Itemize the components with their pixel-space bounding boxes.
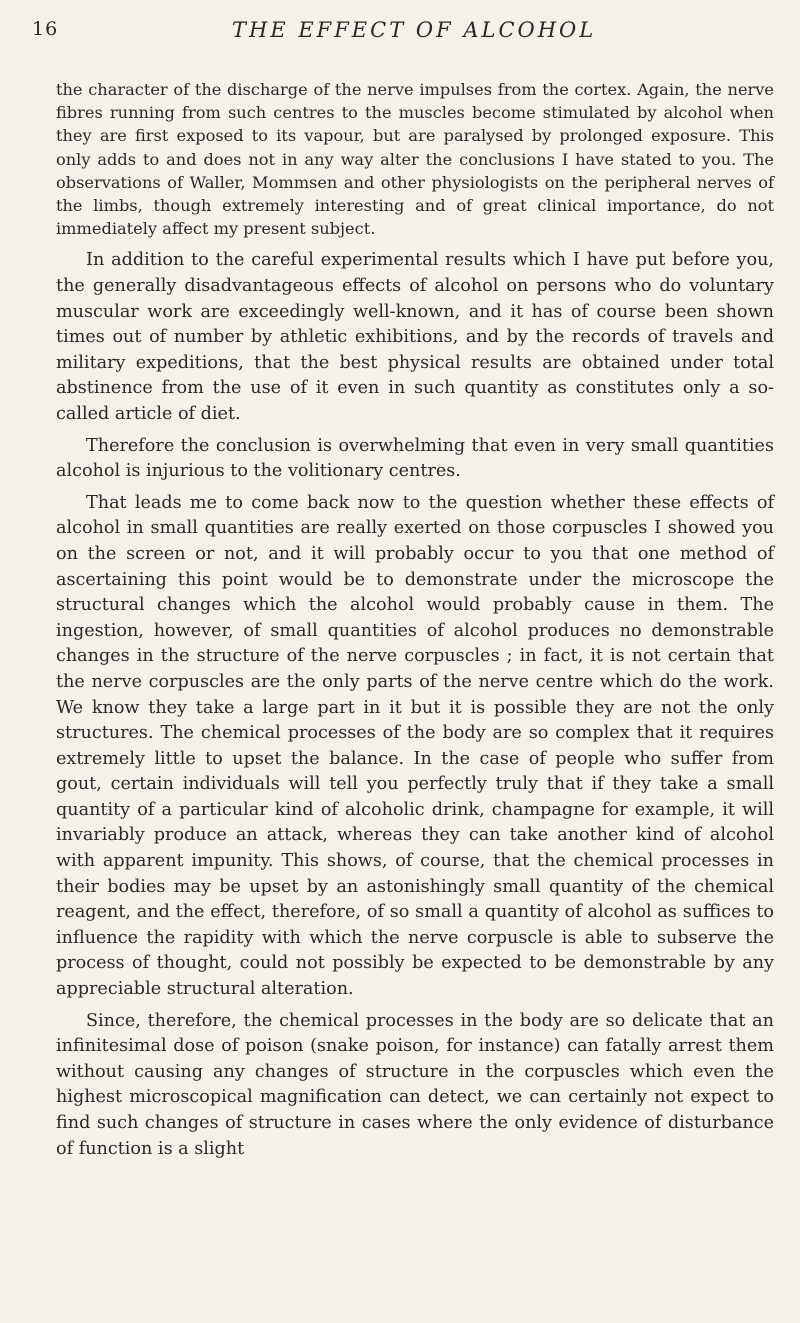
page-number: 16	[32, 18, 59, 40]
running-title: THE EFFECT OF ALCOHOL	[232, 18, 597, 42]
paragraph: In addition to the careful experimental results which I have put before you, the generally disadvantageous effects of alcohol on persons who do voluntary muscular work are exceedingly well-known, and it has of course been shown times out of number by athletic exhibitions, and by the records of travels and military expeditions, that the best physical results are obtained under total abstinence from the use of it even in such quantity as constitutes only a so-called article of diet.	[56, 250, 774, 424]
paragraph-continued: the character of the discharge of the nerve impulses from the cortex. Again, the nerve fibres running from such centres to the muscles become stimulated by alcohol when they are first exposed to its vapour, but are paralysed by prolonged exposure. This only adds to and does not in any way alter the conclusions I have stated to you. The observations of Waller, Mommsen and other physiologists on the peripheral nerves of the limbs, though extremely interesting and of great clinical importance, do not immediately affect my present subject.	[56, 80, 774, 239]
page-header	[32, 18, 774, 58]
paragraph: Therefore the conclusion is overwhelming that even in very small quantities alcohol is injurious to the volitionary centres.	[56, 435, 774, 482]
paragraph: That leads me to come back now to the question whether these effects of alcohol in small quantities are really exerted on those corpuscles I showed you on the screen or not, and it will probably occur to you that one method of ascertaining this point would be to demonstrate under the microscope the structural changes which the alcohol would probably cause in them. The ingestion, however, of small quantities of alcohol produces no demonstrable changes in the structure of the nerve corpuscles ; in fact, it is not certain that the nerve corpuscles are the only parts of the nerve centre which do the work. We know they take a large part in it but it is possible they are not the only structures. The chemical processes of the body are so complex that it requires extremely little to upset the balance. In the case of people who suffer from gout, certain individuals will tell you perfectly truly that if they take a small quantity of a particular kind of alcoholic drink, champagne for example, it will invariably produce an attack, whereas they can take another kind of alcohol with apparent impunity. This shows, of course, that the chemical processes in their bodies may be upset by an astonishingly small quantity of the chemical reagent, and the effect, therefore, of so small a quantity of alcohol as suffices to influence the rapidity with which the nerve corpuscle is able to subserve the process of thought, could not possibly be expected to be demonstrable by any appreciable structural alteration.	[56, 492, 774, 1000]
paragraph: Since, therefore, the chemical processes in the body are so delicate that an infinitesimal dose of poison (snake poison, for instance) can fatally arrest them without causing any changes of structure in the corpuscles which even the highest microscopical magnification can detect, we can certainly not expect to find such changes of structure in cases where the only evidence of disturbance of function is a slight	[56, 1010, 774, 1159]
body-text	[56, 78, 774, 1162]
